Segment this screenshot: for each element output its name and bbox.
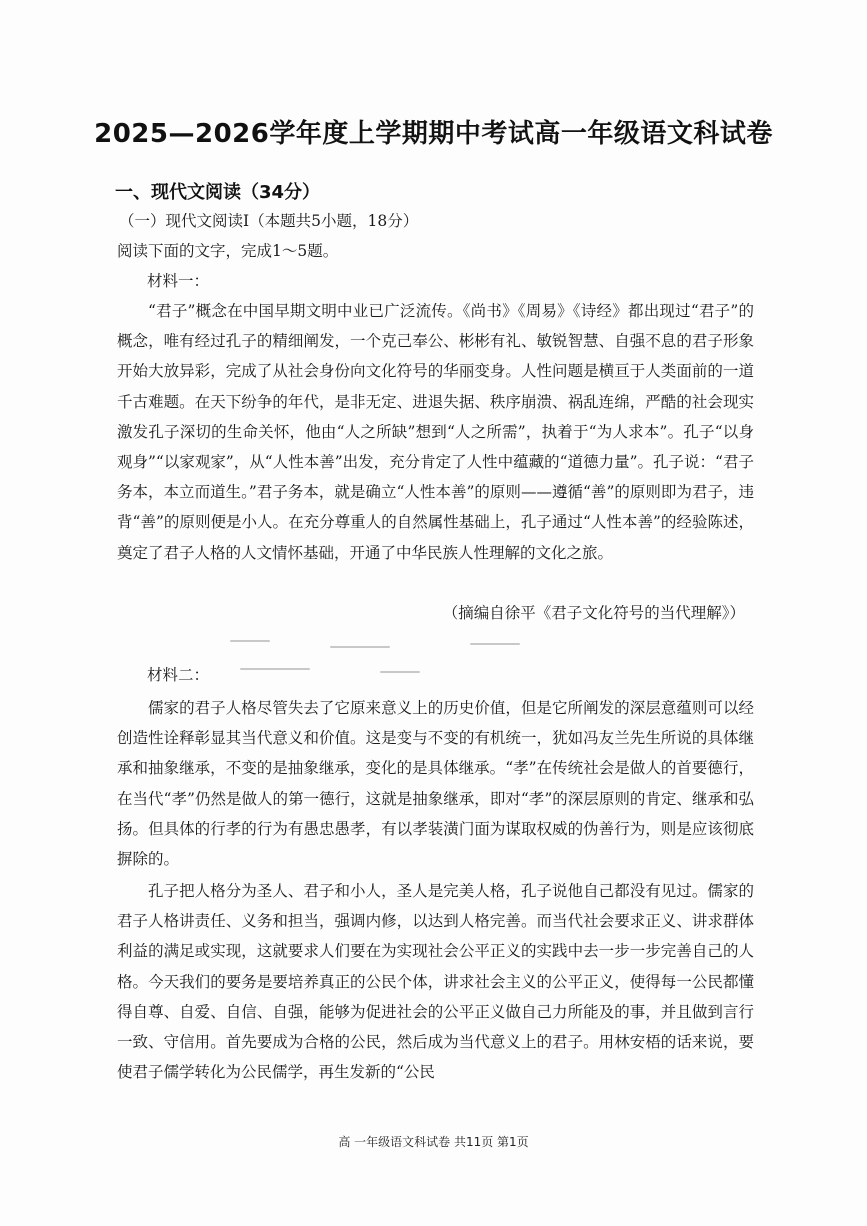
material-one-source: （摘编自徐平《君子文化符号的当代理解》） [442, 604, 745, 622]
exam-title: 2025—2026学年度上学期期中考试高一年级语文科试卷 [94, 119, 773, 149]
material-one-paragraph: “君子”概念在中国早期文明中业已广泛流传。《尚书》《周易》《诗经》都出现过“君子”的概念，唯有经过孔子的精细阐发，一个克己奉公、彬彬有礼、敏锐智慧、自强不息的君子形象开始大放异彩，完成了从社会身份向文化符号的华丽变身。人性问题是横亘于人类面前的一道千古难题。在天下纷争的年代，是非无定、进退失据、秩序崩溃、祸乱连绵，严酷的社会现实激发孔子深切的生命关怀，他由“人之所缺”想到“人之所需”，执着于“为人求本”。孔子“以身观身”“以家观家”，从“人性本善”出发，充分肯定了人性中蕴藏的“道德力量”。孔子说：“君子务本，本立而道生。”君子务本，就是确立“人性本善”的原则——遵循“善”的原则即为君子，违背“善”的原则便是小人。在充分尊重人的自然属性基础上，孔子通过“人性本善”的经验陈述，奠定了君子人格的人文情怀基础，开通了中华民族人性理解的文化之旅。 [117, 302, 754, 562]
material-two-paragraph: 孔子把人格分为圣人、君子和小人，圣人是完美人格，孔子说他自己都没有见过。儒家的君子人格讲责任、义务和担当，强调内修，以达到人格完善。而当代社会要求正义、讲求群体利益的满足或实现，这就要求人们要在为实现社会公平正义的实践中去一步一步完善自己的人格。今天我们的要务是要培养真正的公民个体，讲求社会主义的公平正义，使得每一公民都懂得自尊、自爱、自信、自强，能够为促进社会的公平正义做自己力所能及的事，并且做到言行一致、守信用。首先要成为合格的公民，然后成为当代意义上的君子。用林安梧的话来说，要使君子儒学转化为公民儒学，再生发新的“公民 [117, 882, 754, 1082]
reading-instruction: 阅读下面的文字，完成1～5题。 [117, 242, 339, 260]
scan-speck [380, 671, 420, 673]
section-subheading: （一）现代文阅读Ⅰ（本题共5小题，18分） [119, 212, 419, 230]
material-two-paragraph: 儒家的君子人格尽管失去了它原来意义上的历史价值，但是它所阐发的深层意蕴则可以经创造性诠释彰显其当代意义和价值。这是变与不变的有机统一，犹如冯友兰先生所说的具体继承和抽象继承，不变的是抽象继承，变化的是具体继承。“孝”在传统社会是做人的首要德行，在当代“孝”仍然是做人的第一德行，这就是抽象继承，即对“孝”的深层原则的肯定、继承和弘扬。但具体的行孝的行为有愚忠愚孝，有以孝装潢门面为谋取权威的伪善行为，则是应该彻底摒除的。 [117, 699, 754, 869]
scan-speck [470, 643, 520, 645]
scan-speck [330, 646, 390, 648]
material-two-label: 材料二： [147, 666, 210, 684]
material-one-label: 材料一： [147, 272, 210, 290]
scan-speck [230, 640, 270, 642]
scan-speck [240, 668, 310, 670]
page-footer: 高 一年级语文科试卷 共11页 第1页 [338, 1135, 529, 1149]
section-heading: 一、现代文阅读（34分） [115, 182, 321, 203]
